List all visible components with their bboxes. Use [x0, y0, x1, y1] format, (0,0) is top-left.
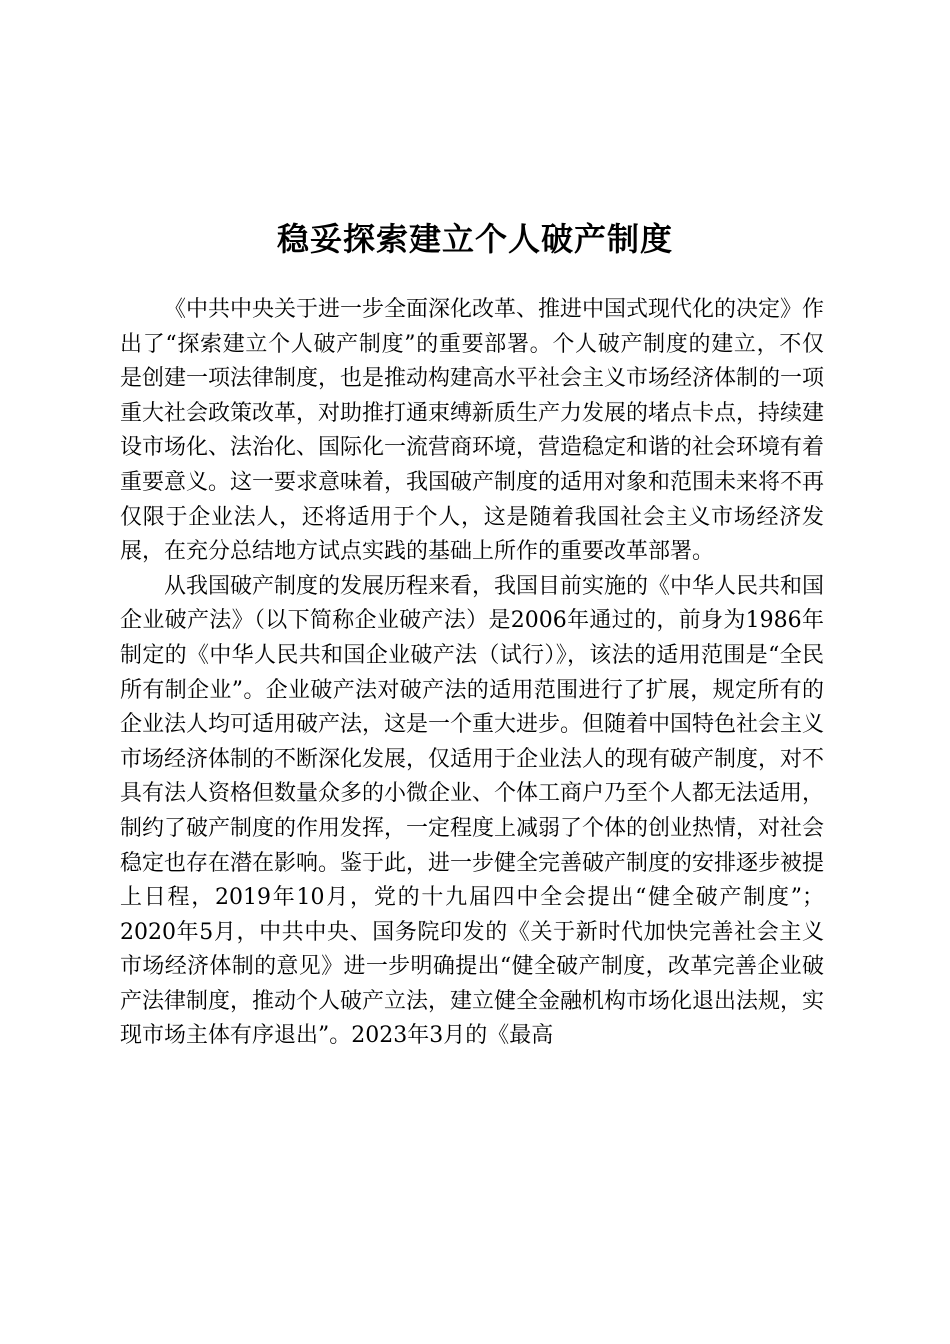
document-body [120, 293, 824, 1054]
paragraph-2: 从我国破产制度的发展历程来看，我国目前实施的《中华人民共和国企业破产法》（以下简称企业破产法）是2006年通过的，前身为1986年制定的《中华人民共和国企业破产法（试行）》，该法的适用范围是“全民所有制企业”。企业破产法对破产法的适用范围进行了扩展，规定所有的企业法人均可适用破产法，这是一个重大进步。但随着中国特色社会主义市场经济体制的不断深化发展，仅适用于企业法人的现有破产制度，对不具有法人资格但数量众多的小微企业、个体工商户乃至个人都无法适用，制约了破产制度的作用发挥，一定程度上减弱了个体的创业热情，对社会稳定也存在潜在影响。鉴于此，进一步健全完善破产制度的安排逐步被提上日程，2019年10月，党的十九届四中全会提出“健全破产制度”；2020年5月，中共中央、国务院印发的《关于新时代加快完善社会主义市场经济体制的意见》进一步明确提出“健全破产制度，改革完善企业破产法律制度，推动个人破产立法，建立健全金融机构市场化退出法规，实现市场主体有序退出”。2023年3月的《最高 [120, 573, 825, 1049]
document-title: 稳妥探索建立个人破产制度 [276, 220, 673, 259]
paragraph-1: 《中共中央关于进一步全面深化改革、推进中国式现代化的决定》作出了“探索建立个人破产制度”的重要部署。个人破产制度的建立，不仅是创建一项法律制度，也是推动构建高水平社会主义市场经济体制的一项重大社会政策改革，对助推打通束缚新质生产力发展的堵点卡点，持续建设市场化、法治化、国际化一流营商环境，营造稳定和谐的社会环境有着重要意义。这一要求意味着，我国破产制度的适用对象和范围未来将不再仅限于企业法人，还将适用于个人，这是随着我国社会主义市场经济发展，在充分总结地方试点实践的基础上所作的重要改革部署。 [120, 297, 825, 565]
